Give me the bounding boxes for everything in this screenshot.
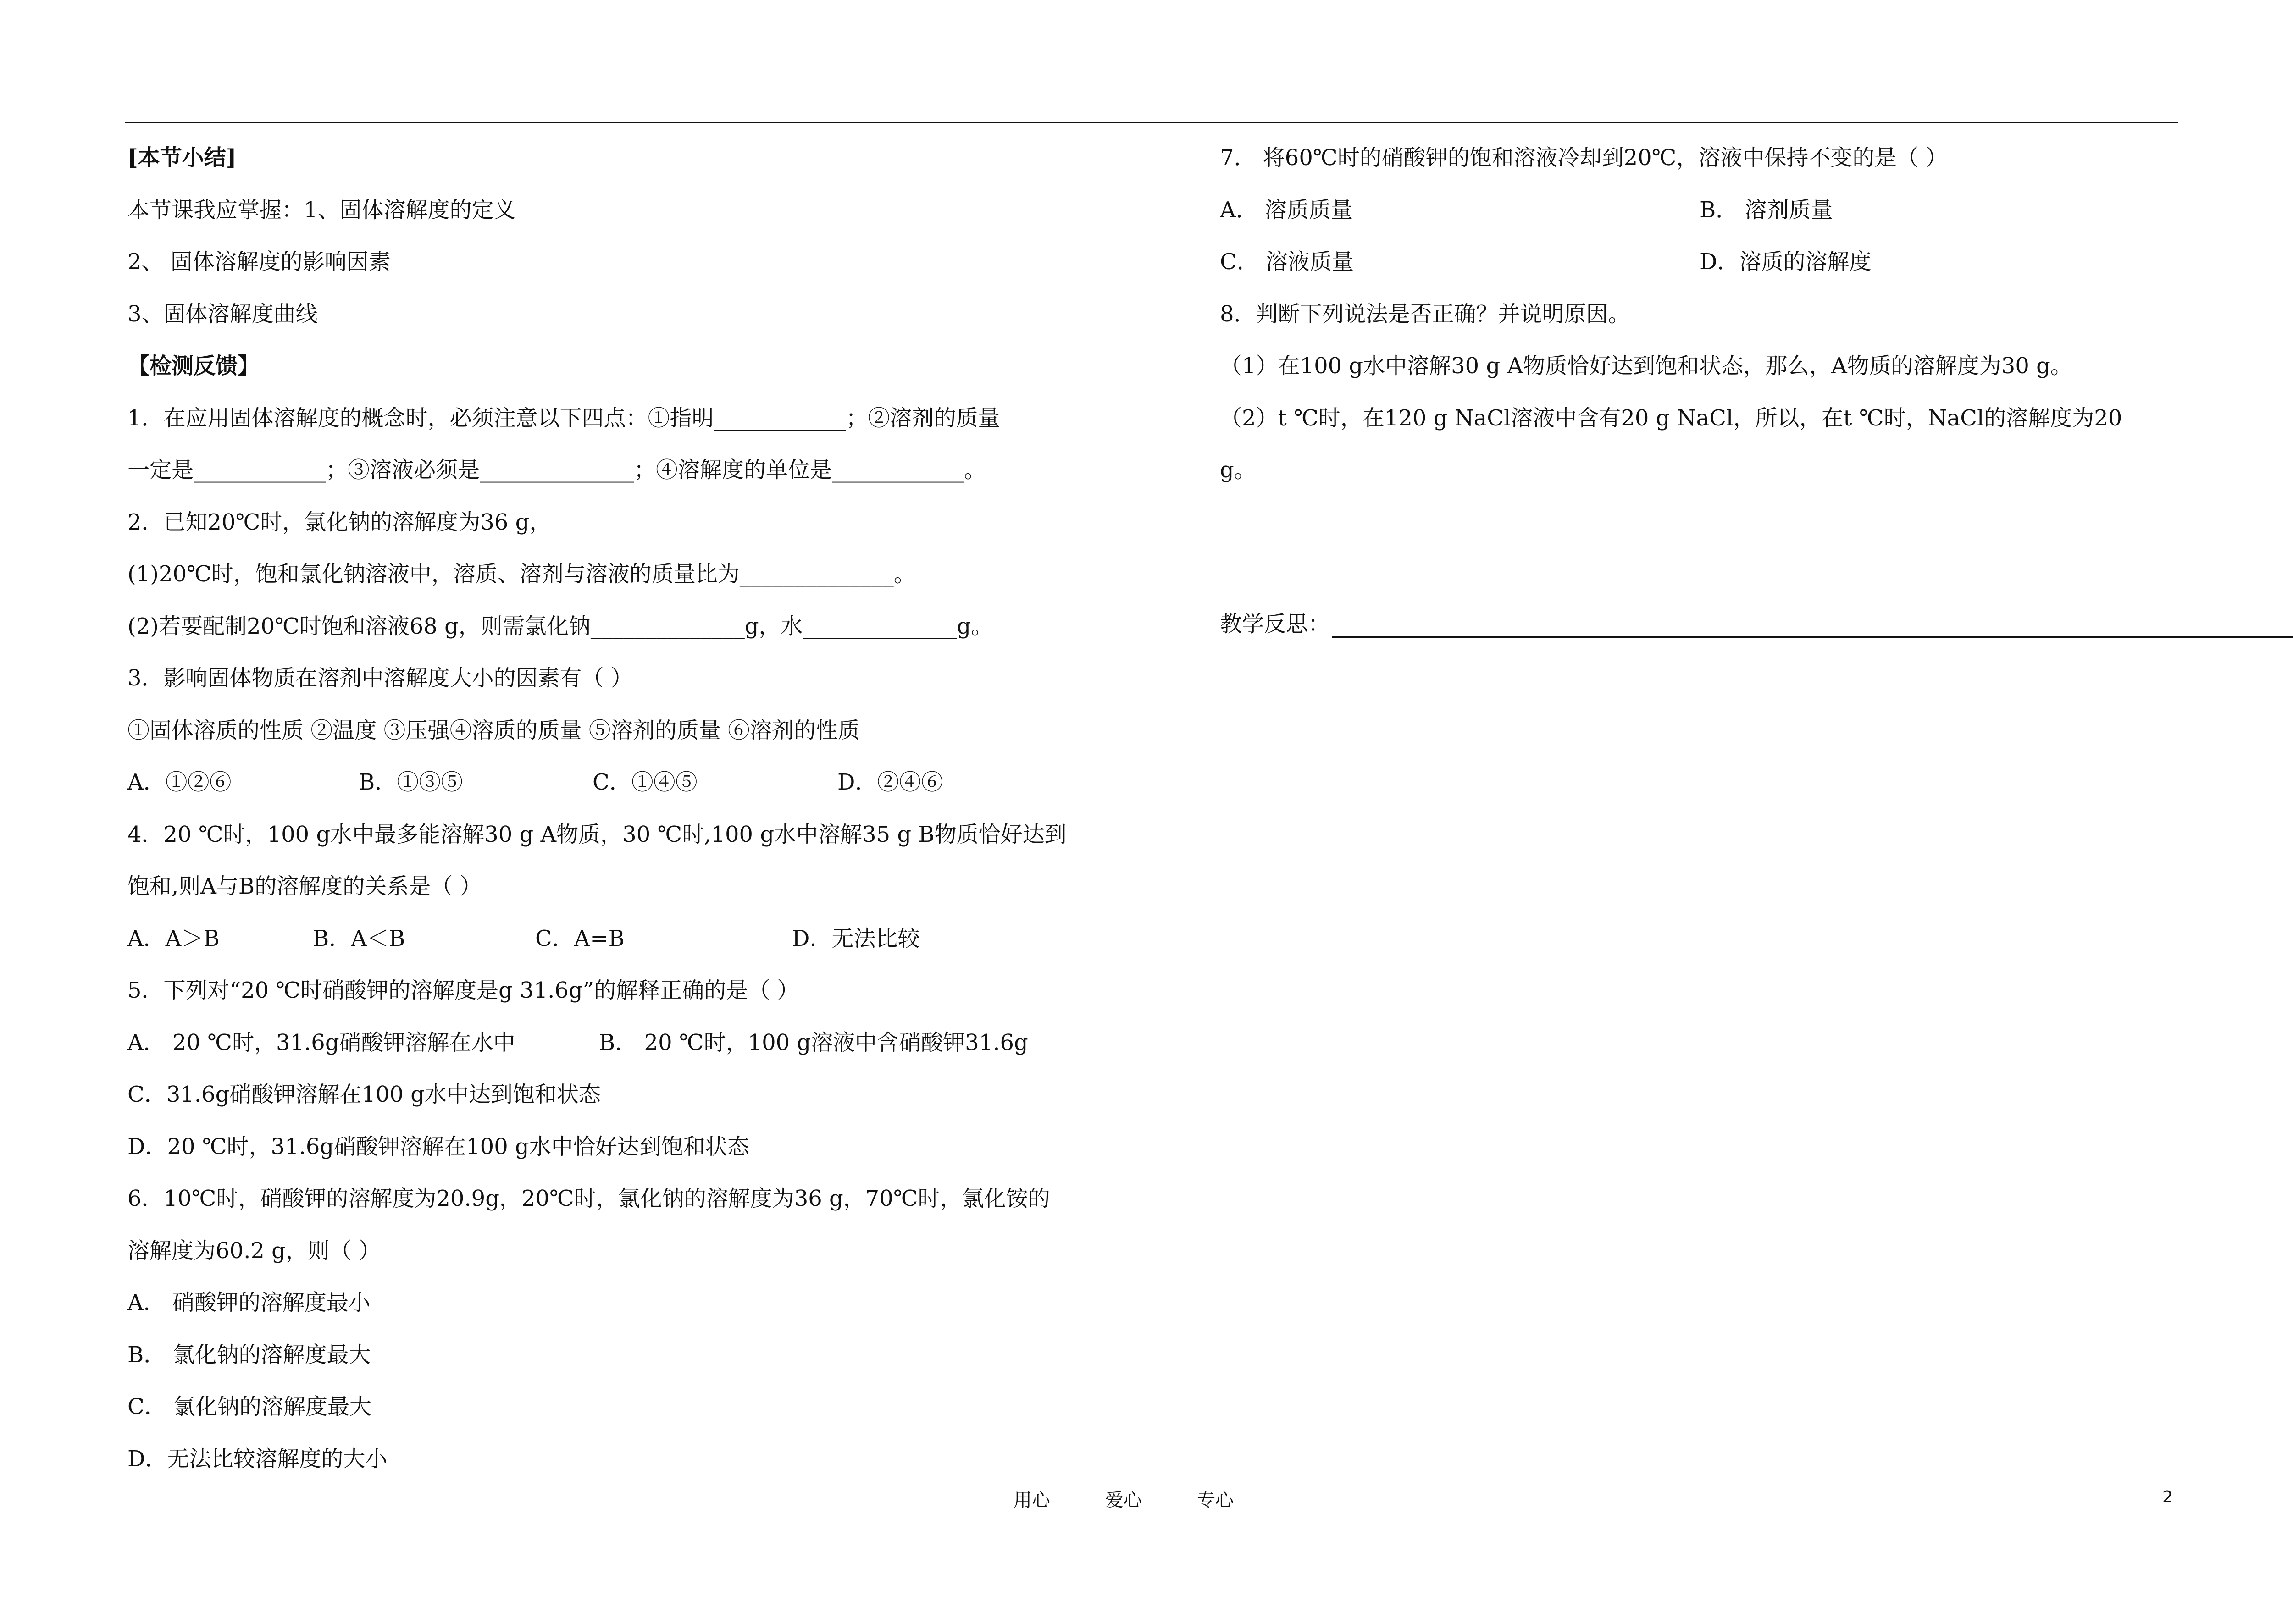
- feedback-heading: 【检测反馈】: [127, 353, 260, 379]
- footer-word-2: 爱心: [1105, 1490, 1142, 1511]
- teaching-reflection: [1220, 598, 2293, 651]
- question-7-options-ab: [1220, 184, 2288, 237]
- summary-line-3: 3、固体溶解度曲线: [127, 301, 318, 327]
- footer-word-3: 专心: [1197, 1490, 1234, 1511]
- question-8-statement-2-line-2: g。: [1220, 457, 1256, 483]
- header-rule: [125, 122, 2178, 123]
- question-7-stem: 7． 将60℃时的硝酸钾的饱和溶液冷却到20℃，溶液中保持不变的是（ ）: [1220, 145, 1948, 171]
- question-7-option-c: C． 溶液质量: [1220, 249, 1354, 275]
- page-number: 2: [2162, 1488, 2173, 1507]
- summary-heading: [本节小结]: [127, 145, 237, 171]
- question-4-options: [127, 913, 1201, 965]
- question-5-option-a: A． 20 ℃时，31.6g硝酸钾溶解在水中: [127, 1029, 515, 1055]
- question-5-option-c: C．31.6g硝酸钾溶解在100 g水中达到饱和状态: [127, 1082, 601, 1107]
- question-7-options-cd: [1220, 236, 2288, 288]
- question-4-line-1: 4．20 ℃时，100 g水中最多能溶解30 g A物质，30 ℃时,100 g水中溶解35 g B物质恰好达到: [127, 821, 1067, 847]
- question-2-part-2: (2)若要配制20℃时饱和溶液68 g，则需氯化钠______________g，水______________g。: [127, 613, 993, 639]
- question-2-stem: 2．已知20℃时，氯化钠的溶解度为36 g，: [127, 509, 552, 535]
- question-3-option-b: B．①③⑤: [359, 769, 463, 795]
- teaching-reflection-label: 教学反思：: [1220, 611, 1330, 637]
- question-5-option-b: B． 20 ℃时，100 g溶液中含硝酸钾31.6g: [599, 1029, 1028, 1055]
- question-6-option-a: A． 硝酸钾的溶解度最小: [127, 1290, 371, 1315]
- question-4-line-2: 饱和,则A与B的溶解度的关系是（ ）: [127, 873, 482, 899]
- question-5-options-ab: [127, 1017, 1201, 1069]
- footer-word-1: 用心: [1014, 1490, 1050, 1511]
- question-3-stem: 3．影响固体物质在溶剂中溶解度大小的因素有（ ）: [127, 665, 633, 691]
- question-4-option-b: B．A＜B: [313, 925, 405, 951]
- question-3-option-a: A．①②⑥: [127, 769, 232, 795]
- question-6-option-b: B． 氯化钠的溶解度最大: [127, 1342, 371, 1368]
- question-7-option-b: B． 溶剂质量: [1700, 197, 1833, 223]
- question-6-line-1: 6．10℃时，硝酸钾的溶解度为20.9g，20℃时，氯化钠的溶解度为36 g，70℃时，氯化铵的: [127, 1186, 1050, 1211]
- summary-line-2: 2、 固体溶解度的影响因素: [127, 249, 391, 275]
- question-8-statement-1: （1）在100 g水中溶解30 g A物质恰好达到饱和状态，那么，A物质的溶解度为30 g。: [1220, 353, 2072, 379]
- question-8-statement-2-line-1: （2）t ℃时，在120 g NaCl溶液中含有20 g NaCl，所以，在t ℃时，NaCl的溶解度为20: [1220, 405, 2122, 431]
- page-footer: [1014, 1486, 1289, 1512]
- question-4-option-d: D．无法比较: [792, 925, 920, 951]
- teaching-reflection-blank: [1332, 636, 2293, 638]
- question-5-option-d: D．20 ℃时，31.6g硝酸钾溶解在100 g水中恰好达到饱和状态: [127, 1133, 749, 1160]
- summary-line-1: 本节课我应掌握：1、固体溶解度的定义: [127, 197, 516, 223]
- question-3-option-d: D．②④⑥: [837, 769, 943, 795]
- question-7-option-a: A． 溶质质量: [1220, 197, 1353, 223]
- question-8-stem: 8．判断下列说法是否正确？并说明原因。: [1220, 301, 1630, 327]
- question-1-line-2: 一定是____________；③溶液必须是______________；④溶解度的单位是____________。: [127, 457, 986, 483]
- question-6-option-c: C． 氯化钠的溶解度最大: [127, 1394, 371, 1420]
- question-4-option-a: A．A＞B: [127, 925, 220, 951]
- question-3-options: [127, 757, 1201, 809]
- question-1-line-1: 1．在应用固体溶解度的概念时，必须注意以下四点：①指明____________；②溶剂的质量: [127, 405, 1000, 431]
- left-column: [127, 132, 1201, 1485]
- question-3-option-c: C．①④⑤: [593, 769, 698, 795]
- right-column: [1220, 132, 2288, 497]
- question-4-option-c: C．A=B: [535, 925, 625, 951]
- question-7-option-d: D．溶质的溶解度: [1700, 249, 1872, 275]
- question-6-option-d: D．无法比较溶解度的大小: [127, 1446, 388, 1472]
- question-3-factors: ①固体溶质的性质 ②温度 ③压强④溶质的质量 ⑤溶剂的质量 ⑥溶剂的性质: [127, 717, 860, 743]
- question-6-line-2: 溶解度为60.2 g，则（ ）: [127, 1237, 381, 1264]
- question-2-part-1: (1)20℃时，饱和氯化钠溶液中，溶质、溶剂与溶液的质量比为______________。: [127, 561, 916, 587]
- question-5-stem: 5．下列对“20 ℃时硝酸钾的溶解度是g 31.6g”的解释正确的是（ ）: [127, 978, 799, 1003]
